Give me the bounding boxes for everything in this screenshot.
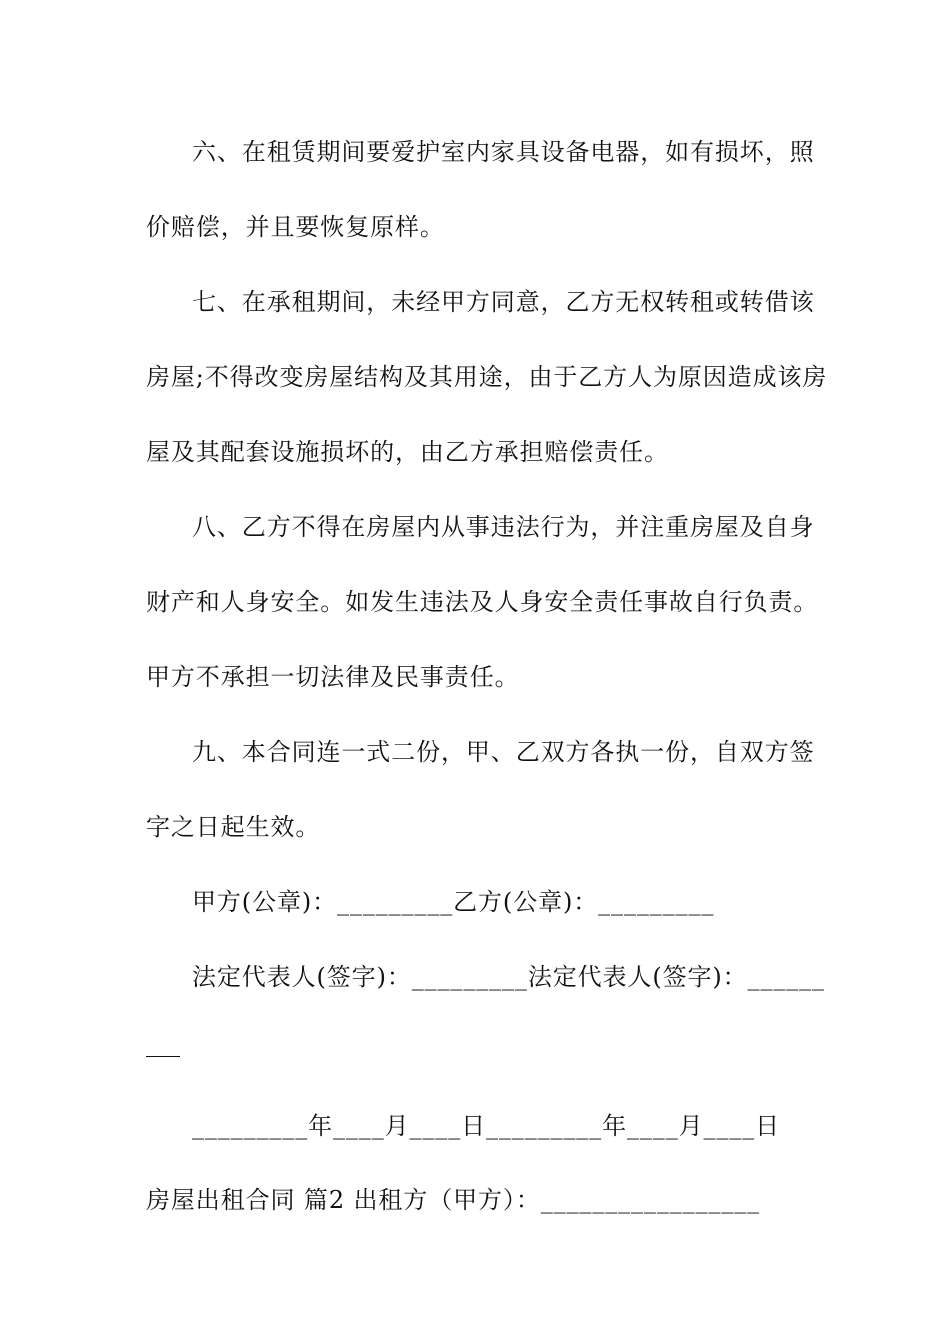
- contract-2-heading-line: 房屋出租合同 篇2 出租方（甲方）：_________________: [146, 1186, 761, 1214]
- seal-line: 甲方(公章)：_________乙方(公章)：_________: [192, 888, 715, 916]
- representative-signature-line: 法定代表人(签字)：_________法定代表人(签字)：______: [192, 963, 825, 991]
- clause-8-line-2: 财产和人身安全。如发生违法及人身安全责任事故自行负责。: [146, 588, 819, 616]
- clause-9-line-2: 字之日起生效。: [146, 813, 321, 841]
- signature-underline-continuation: [146, 1056, 180, 1057]
- clause-7-line-2: 房屋;不得改变房屋结构及其用途，由于乙方人为原因造成该房: [146, 363, 828, 391]
- clause-8-line-3: 甲方不承担一切法律及民事责任。: [146, 663, 520, 691]
- clause-8-line-1: 八、乙方不得在房屋内从事违法行为，并注重房屋及自身: [192, 513, 815, 541]
- date-line: _________年____月____日_________年____月____日: [192, 1112, 780, 1140]
- clause-6-line-2: 价赔偿，并且要恢复原样。: [146, 213, 445, 241]
- clause-7-line-3: 屋及其配套设施损坏的，由乙方承担赔偿责任。: [146, 438, 669, 466]
- clause-7-line-1: 七、在承租期间，未经甲方同意，乙方无权转租或转借该: [192, 288, 815, 316]
- clause-6-line-1: 六、在租赁期间要爱护室内家具设备电器，如有损坏，照: [192, 138, 815, 166]
- clause-9-line-1: 九、本合同连一式二份，甲、乙双方各执一份，自双方签: [192, 738, 815, 766]
